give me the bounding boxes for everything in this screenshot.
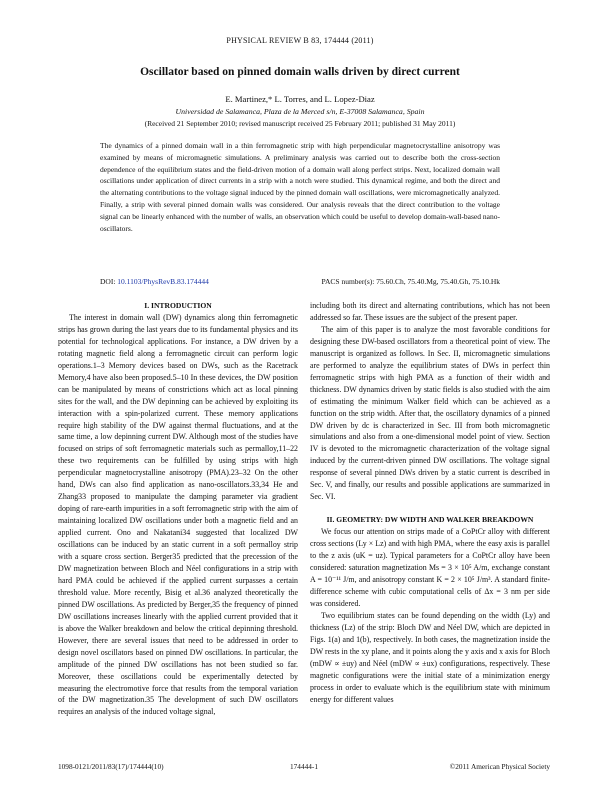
section-heading-introduction: I. INTRODUCTION <box>144 301 212 310</box>
geometry-paragraph-1: We focus our attention on strips made of a CoPtCr alloy with different cross sections (Ly × Lz) and with high PMA, where the easy axis is parallel to the z axis (uK = uz). Typical parameters for a CoPtCr alloy have been considered: saturation magnetization Ms = 3 × 10⁵ A/m, exchange constant A = 10⁻¹¹ J/m, and anisotropy constant K = 2 × 10⁵ J/m³. A standard finite-difference scheme with cubic computational cells of Δx = 3 nm per side was considered. <box>310 527 550 608</box>
left-column <box>58 300 298 718</box>
section-heading-geometry: II. GEOMETRY: DW WIDTH AND WALKER BREAKDOWN <box>326 515 534 525</box>
author-list: E. Martinez,* L. Torres, and L. Lopez-Diaz <box>225 94 375 104</box>
right-column <box>310 300 550 705</box>
intro-paragraph-2: including both its direct and alternating contributions, which has not been addressed so far. These issues are the subject of the present paper. <box>310 301 550 322</box>
intro-paragraph-1: The interest in domain wall (DW) dynamics along thin ferromagnetic strips has grown during the last years due to its fundamental physics and its potential for technological applications. For instance, a DW driven by a rotating magnetic field along a ferromagnetic circuit can perform logic operations.1–3 Memory devices based on DWs, such as the Racetrack Memory,4 have also been proposed.5–10 In these devices, the DW position can be manipulated by means of constrictions which act as local pinning sites for the wall, and the DW depinning can be achieved by exploiting its interaction with a spin-polarized current. These memory applications require high stability of the DW against thermal fluctuations, and at the same time, a low depinning current DW. Although most of the studies have focused on strips of soft ferromagnetic materials such as permalloy,11–22 these two requirements can be fulfilled by using strips with high perpendicular magnetocrystalline anisotropy (PMA).23–32 On the other hand, DWs can also find application as nano-oscillators.33,34 He and Zhang33 proposed to manipulate the damping parameter via gradient doping of rare-earth impurities in a soft ferromagnetic strip with the aim of maintaining localized DW oscillations under both a magnetic field and an applied current. Ono and Nakatani34 suggested that localized DW oscillations can be induced by an static current in a soft permalloy strip with a square cross section. Berger35 predicted that the precession of the DW magnetization between Bloch and Néel configurations in a strip with hard PMA could be achieved if the applied current surpasses a certain threshold value. More recently, Bisig et al.36 analyzed theoretically the pinned DW oscillations. As predicted by Berger,35 the frequency of pinned DW oscillations increases linearly with the applied current provided that it is above the Walker breakdown and below the critical depinning threshold. However, there are several issues that need to be addressed in order to design novel oscillators based on pinned DW oscillations. In particular, the amplitude of the pinned DW oscillations has not been studied so far. Moreover, these oscillations could be experimentally detected by measuring the electromotive force that results from the temporal variation of the DW magnetization.35 The development of such DW oscillators requires an analysis of the induced voltage signal, <box>58 312 298 717</box>
abstract: The dynamics of a pinned domain wall in a thin ferromagnetic strip with high perpendicular magnetocrystalline anisotropy was examined by means of micromagnetic simulations. A preliminary analysis was carried out to describe both the cross-section dependence of the equilibrium states and the field-driven motion of a domain wall along perfect strips. Next, localized domain wall oscillations under application of direct currents in a strip with a notch were studied. This dynamical regime, and both the direct and the alternating contributions to the voltage signal induced by the pinned domain wall oscillations, were micromagnetically analyzed. Finally, a strip with several pinned domain walls was considered. Our analysis reveals that the direct contribution to the voltage signal can be linearly enhanced with the number of walls, an observation which could be useful to develop domain-wall-based nano-oscillators. <box>100 141 500 233</box>
geometry-paragraph-2: Two equilibrium states can be found depending on the width (Ly) and thickness (Lz) of the strip: Bloch DW and Néel DW, which are depicted in Figs. 1(a) and 1(b), respectively. In both cases, the magnetization inside the DW rests in the xy plane, and it points along the y axis and x axis for Bloch (mDW ∝ ±uy) and Néel (mDW ∝ ±ux) configurations, respectively. These magnetic configurations were the initial state of a minimization energy process in order to evaluate which is the equilibrium state with minimum energy for different values <box>310 610 550 704</box>
section-spacer <box>310 503 550 514</box>
received-dates: (Received 21 September 2010; revised manuscript received 25 February 2011; published 31 May 2011) <box>144 119 456 128</box>
affiliation: Universidad de Salamanca, Plaza de la Merced s/n, E-37008 Salamanca, Spain <box>175 107 425 116</box>
footer-issn: 1098-0121/2011/83(17)/174444(10) <box>58 762 164 771</box>
pacs-numbers: PACS number(s): 75.60.Ch, 75.40.Mg, 75.40.Gh, 75.10.Hk <box>321 277 500 286</box>
doi-label: DOI: <box>100 277 118 286</box>
doi <box>100 277 209 286</box>
journal-header: PHYSICAL REVIEW B 83, 174444 (2011) <box>226 36 374 45</box>
doi-link[interactable]: 10.1103/PhysRevB.83.174444 <box>117 277 209 286</box>
paper-title: Oscillator based on pinned domain walls driven by direct current <box>140 66 460 78</box>
footer-copyright: ©2011 American Physical Society <box>449 762 550 771</box>
intro-paragraph-3: The aim of this paper is to analyze the most favorable conditions for designing these DW-based oscillators from a theoretical point of view. The manuscript is organized as follows. In Sec. II, micromagnetic simulations are performed to analyze the equilibrium states of DWs in perfect thin ferromagnetic strips with high PMA as a function of their width and thickness. DW dynamics driven by static fields is also studied with the aim of estimating the minimum Walker field which can be achieved as a function on the strip width. After that, the oscillatory dynamics of a pinned DW driven by dc is characterized in Sec. III from both micromagnetic simulations and also from a one-dimensional model point of view. Section IV is devoted to the micromagnetic characterization of the voltage signal induced by the current-driven pinned DW oscillations. The voltage signal response of several pinned DWs driven by a static current is described in Sec. V, and finally, our results and possible applications are summarized in Sec. VI. <box>310 324 550 502</box>
footer-page-number: 174444-1 <box>290 762 318 771</box>
